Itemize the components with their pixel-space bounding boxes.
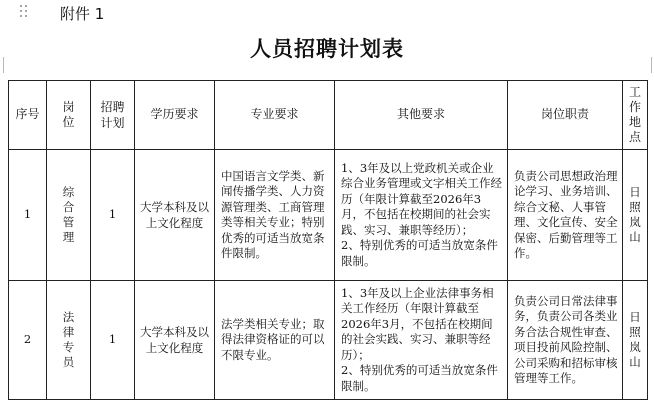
attachment-label: 附件 1 — [60, 5, 105, 23]
recruitment-table — [8, 80, 648, 400]
cell-location: 日照岚山 — [623, 150, 648, 281]
cell-duties: 负责公司思想政治理论学习、业务培训、综合文秘、人事管理、文化宣传、安全保密、后勤管理等工作。 — [508, 150, 623, 281]
cell-position: 法律专员 — [47, 281, 91, 400]
cell-position: 综合管理 — [47, 150, 91, 281]
other-requirement-1: 1、3年及以上企业法律事务相关工作经历（年限计算截至2026年3月，不包括在校期间的社会实践、实习、兼职等经历）； — [341, 285, 494, 362]
column-header-no: 序号 — [9, 81, 47, 150]
column-header-location: 工作地点 — [623, 81, 648, 150]
cell-no: 2 — [9, 281, 47, 400]
other-requirement-2: 2、特别优秀的可适当放宽条件限制。 — [341, 363, 498, 393]
cell-other — [335, 150, 508, 281]
cell-major: 中国语言文学类、新闻传播学类、人力资源管理类、工商管理类等相关专业；特别优秀的可适当放宽条件限制。 — [215, 150, 335, 281]
cell-no: 1 — [9, 150, 47, 281]
column-header-plan: 招聘计划 — [91, 81, 135, 150]
cell-duties: 负责公司日常法律事务，负责公司各类业务合法合规性审查、项目投前风险控制、公司采购和招标审核管理等工作。 — [508, 281, 623, 400]
cell-major: 法学类相关专业；取得法律资格证的可以不限专业。 — [215, 281, 335, 400]
cell-education: 大学本科及以上文化程度 — [135, 281, 215, 400]
table-row — [9, 281, 648, 400]
column-header-other: 其他要求 — [335, 81, 508, 150]
cell-plan: 1 — [91, 281, 135, 400]
column-header-major: 专业要求 — [215, 81, 335, 150]
cell-location: 日照岚山 — [623, 281, 648, 400]
other-requirement-2: 2、特别优秀的可适当放宽条件限制。 — [341, 238, 498, 268]
cell-education: 大学本科及以上文化程度 — [135, 150, 215, 281]
drag-handle-icon[interactable] — [20, 5, 28, 21]
margin-marker-left — [3, 57, 4, 73]
column-header-position: 岗位 — [47, 81, 91, 150]
other-requirement-1: 1、3年及以上党政机关或企业综合业务管理或文字相关工作经历（年限计算截至2026年3月，不包括在校期间的社会实践、实习、兼职等经历）； — [341, 160, 502, 237]
table-row — [9, 150, 648, 281]
table-header-row — [9, 81, 648, 150]
column-header-duties: 岗位职责 — [508, 81, 623, 150]
cell-plan: 1 — [91, 150, 135, 281]
margin-marker-right — [651, 57, 652, 73]
page-title: 人员招聘计划表 — [250, 36, 404, 61]
cell-other — [335, 281, 508, 400]
column-header-education: 学历要求 — [135, 81, 215, 150]
